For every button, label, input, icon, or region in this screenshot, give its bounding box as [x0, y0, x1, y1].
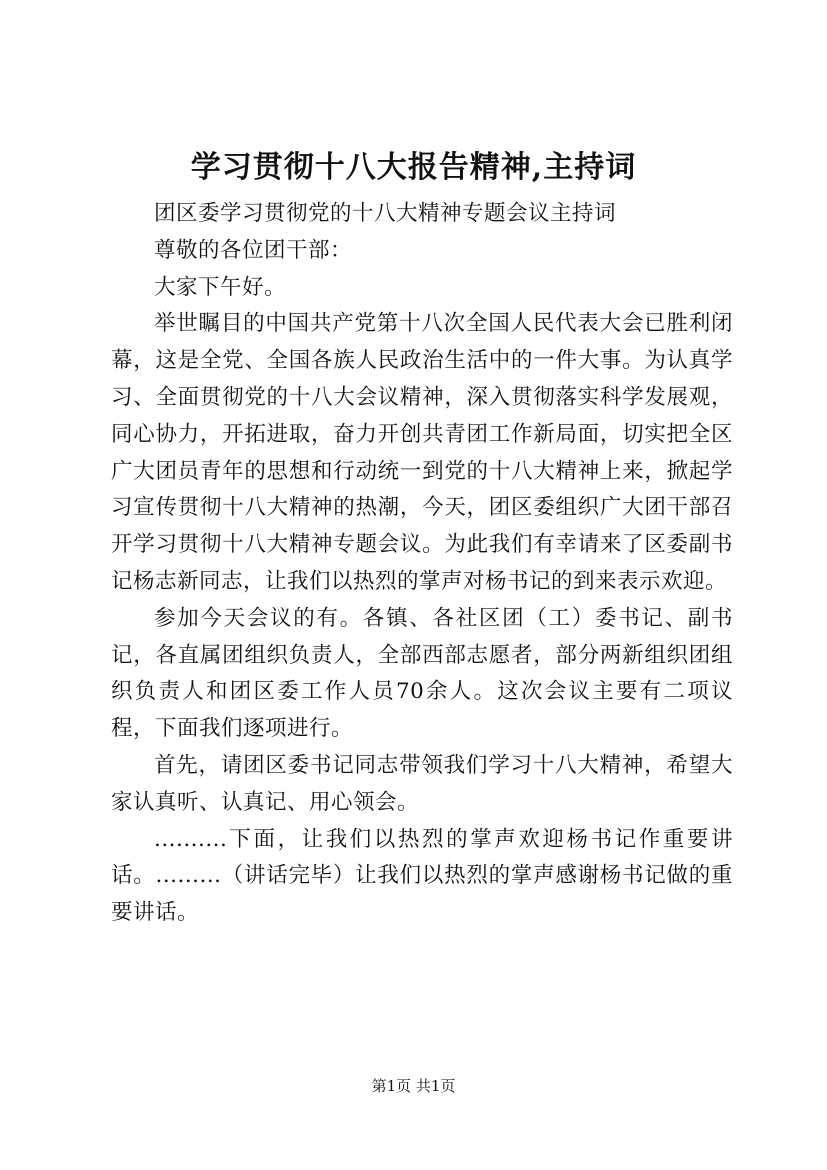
paragraph-subtitle: 团区委学习贯彻党的十八大精神专题会议主持词 — [154, 201, 617, 226]
page-footer: 第1页 共1页 — [371, 1077, 456, 1095]
paragraph-attendees: 参加今天会议的有。各镇、各社区团（工）委书记、副书记，各直属团组织负责人，全部西部志愿者，部分两新组织团组织负责人和团区委工作人员70余人。这次会议主要有二项议程，下面我们逐项进行。 — [111, 605, 733, 742]
paragraph-salutation: 尊敬的各位团干部： — [154, 237, 353, 263]
document-title: 学习贯彻十八大报告精神,主持词 — [190, 150, 637, 185]
document-body — [111, 196, 733, 932]
paragraph-opening: 举世瞩目的中国共产党第十八次全国人民代表大会已胜利闭幕，这是全党、全国各族人民政治生活中的一件大事。为认真学习、全面贯彻党的十八大会议精神，深入贯彻落实科学发展观，同心协力，开拓进取，奋力开创共青团工作新局面，切实把全区广大团员青年的思想和行动统一到党的十八大精神上来，掀起学习宣传贯彻十八大精神的热潮，今天，团区委组织广大团干部召开学习贯彻十八大精神专题会议。为此我们有幸请来了区委副书记杨志新同志，让我们以热烈的掌声对杨书记的到来表示欢迎。 — [111, 311, 733, 594]
paragraph-greeting: 大家下午好。 — [154, 274, 287, 300]
paragraph-first-agenda: 首先，请团区委书记同志带领我们学习十八大精神，希望大家认真听、认真记、用心领会。 — [111, 752, 733, 815]
paragraph-speech: ..........下面，让我们以热烈的掌声欢迎杨书记作重要讲话。.........（讲话完毕）让我们以热烈的掌声感谢杨书记做的重要讲话。 — [111, 826, 733, 926]
